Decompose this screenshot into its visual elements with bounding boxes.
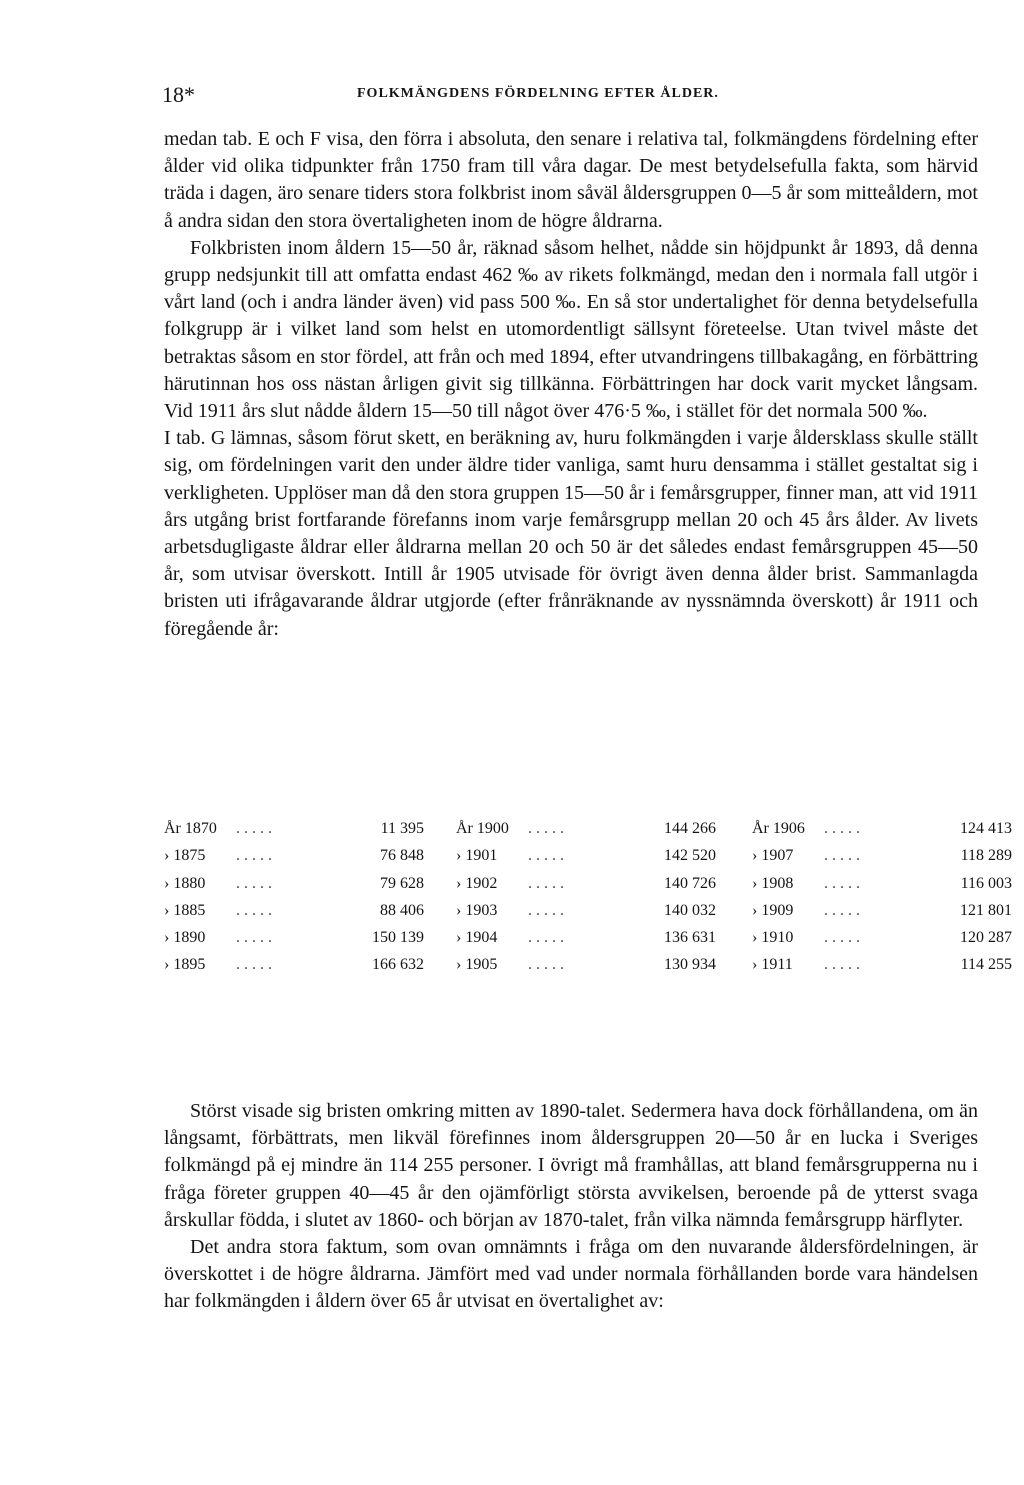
leader-dots: . . . . .: [236, 874, 272, 892]
text-block-top: [164, 126, 978, 643]
table-row: [164, 847, 424, 874]
year-label: › 1909: [752, 901, 794, 919]
leader-dots: . . . . .: [528, 820, 564, 837]
paragraph: medan tab. E och F visa, den förra i absoluta, den senare i relativa tal, folkmängdens fördelning efter ålder vid olika tidpunkter från 1750 fram till våra dagar. De mest betydelsefulla fakta, som härvid träda i dagen, äro senare tiders stora folkbrist inom såväl åldersgruppen 0—5 år som mitteåldern, mot å andra sidan den stora övertaligheten inom de högre åldrarna.: [164, 128, 978, 232]
paragraph: Folkbristen inom åldern 15—50 år, räknad såsom helhet, nådde sin höjdpunkt år 1893, då denna grupp nedsjunkit till att omfatta endast 462 ‰ av rikets folkmängd, medan den i normala fall utgör i vårt land (och i andra länder även) vid pass 500 ‰. En så stor undertalighet för denna betydelsefulla folkgrupp är i vilket land som helst en utomordentligt sällsynt företeelse. Utan tvivel måste det betraktas såsom en stor fördel, att från och med 1894, efter utvandringens tillbakagång, en förbättring härutinnan hos oss nästan årligen givit sig tillkänna. Förbättringen har dock varit mycket långsam. Vid 1911 års slut nådde åldern 15—50 till något över 476·5 ‰, i stället för det normala 500 ‰.: [164, 236, 978, 423]
leader-dots: . . . . .: [236, 929, 272, 947]
leader-dots: . . . . .: [824, 929, 860, 947]
leader-dots: . . . . .: [528, 874, 564, 892]
year-label: › 1903: [456, 901, 498, 919]
table-row: [752, 820, 1012, 847]
leader-dots: . . . . .: [824, 901, 860, 919]
paragraph: I tab. G lämnas, såsom förut skett, en beräkning av, huru folkmängden i varje åldersklass skulle ställt sig, om fördelningen varit den under äldre tider vanliga, samt huru densamma i stället gestaltat sig i verkligheten. Upplöser man då den stora gruppen 15—50 år i femårsgrupper, finner man, att vid 1911 års utgång brist fortfarande förefanns inom varje femårsgrupp mellan 20 och 45 års ålder. Av livets arbetsdugligaste åldrar eller åldrarna mellan 20 och 50 är det således endast femårsgruppen 45—50 år, som utvisar överskott. Intill år 1905 utvisade för övrigt även denna ålder brist. Sammanlagda bristen uti ifrågavarande åldrar utgjorde (efter frånräknande av nyssnämnda överskott) år 1911 och föregående år:: [164, 427, 978, 640]
year-label: › 1875: [164, 847, 206, 865]
deficit-value: 116 003: [960, 874, 1012, 892]
deficit-value: 121 801: [960, 901, 1012, 919]
deficit-value: 140 726: [664, 874, 716, 892]
text-block-bottom: [164, 1098, 978, 1316]
year-label: › 1910: [752, 929, 794, 947]
table-row: [164, 929, 424, 956]
deficit-value: 118 289: [960, 847, 1012, 865]
table-row: [752, 929, 1012, 956]
table-row: [752, 956, 1012, 983]
table-column: [164, 820, 424, 984]
paragraph: Det andra stora faktum, som ovan omnämnts i fråga om den nuvarande åldersfördelningen, är överskottet i de högre åldrarna. Jämfört med vad under normala förhållanden borde vara händelsen har folkmängden i åldern över 65 år utvisat en övertalighet av:: [164, 1236, 978, 1313]
leader-dots: . . . . .: [824, 874, 860, 892]
table-row: [456, 902, 716, 929]
leader-dots: . . . . .: [528, 847, 564, 865]
table-row: [164, 820, 424, 847]
deficit-value: 166 632: [372, 956, 424, 974]
year-label: › 1905: [456, 956, 498, 974]
leader-dots: . . . . .: [236, 820, 272, 837]
table-row: [164, 875, 424, 902]
table-row: [456, 929, 716, 956]
year-label: › 1880: [164, 874, 206, 892]
deficit-value: 11 395: [380, 820, 424, 837]
leader-dots: . . . . .: [528, 901, 564, 919]
leader-dots: . . . . .: [824, 847, 860, 865]
running-title: FOLKMÄNGDENS FÖRDELNING EFTER ÅLDER.: [357, 86, 719, 101]
table-column: [752, 820, 1012, 984]
year-label: › 1904: [456, 929, 498, 947]
table-row: [456, 875, 716, 902]
page-header: [162, 82, 862, 112]
year-label: År 1870: [164, 820, 217, 837]
deficit-value: 150 139: [372, 929, 424, 947]
year-label: › 1895: [164, 956, 206, 974]
table-row: [456, 847, 716, 874]
table-column: [456, 820, 716, 984]
leader-dots: . . . . .: [824, 820, 860, 837]
deficit-value: 88 406: [380, 901, 424, 919]
leader-dots: . . . . .: [236, 847, 272, 865]
leader-dots: . . . . .: [824, 956, 860, 974]
table-row: [164, 902, 424, 929]
year-label: › 1885: [164, 901, 206, 919]
leader-dots: . . . . .: [236, 956, 272, 974]
year-label: År 1900: [456, 820, 509, 837]
year-label: › 1911: [752, 956, 793, 974]
year-label: › 1907: [752, 847, 794, 865]
table-row: [456, 820, 716, 847]
year-label: › 1908: [752, 874, 794, 892]
deficit-value: 140 032: [664, 901, 716, 919]
deficit-value: 136 631: [664, 929, 716, 947]
leader-dots: . . . . .: [528, 929, 564, 947]
table-row: [456, 956, 716, 983]
deficit-value: 144 266: [664, 820, 716, 837]
table-row: [752, 902, 1012, 929]
leader-dots: . . . . .: [236, 901, 272, 919]
deficit-value: 142 520: [664, 847, 716, 865]
year-label: › 1890: [164, 929, 206, 947]
deficit-value: 79 628: [380, 874, 424, 892]
year-label: › 1902: [456, 874, 498, 892]
year-label: › 1901: [456, 847, 498, 865]
deficit-value: 76 848: [380, 847, 424, 865]
table-row: [164, 956, 424, 983]
page-number: 18*: [162, 82, 195, 107]
deficit-value: 130 934: [664, 956, 716, 974]
deficit-value: 114 255: [960, 956, 1012, 974]
deficit-value: 120 287: [960, 929, 1012, 947]
paragraph: Störst visade sig bristen omkring mitten av 1890-talet. Sedermera hava dock förhållandena, om än långsamt, förbättrats, men likväl förefinnes inom åldersgruppen 20—50 år en lucka i Sveriges folkmängd på ej mindre än 114 255 personer. I övrigt må framhållas, att bland femårsgrupperna nu i fråga företer gruppen 40—45 år den ojämförligt största avvikelsen, beroende på de ytterst svaga årskullar födda, i slutet av 1860- och början av 1870-talet, från vilka nämnda femårsgrupp härflyter.: [164, 1100, 978, 1231]
table-row: [752, 875, 1012, 902]
deficit-value: 124 413: [960, 820, 1012, 837]
table-row: [752, 847, 1012, 874]
leader-dots: . . . . .: [528, 956, 564, 974]
year-label: År 1906: [752, 820, 805, 837]
